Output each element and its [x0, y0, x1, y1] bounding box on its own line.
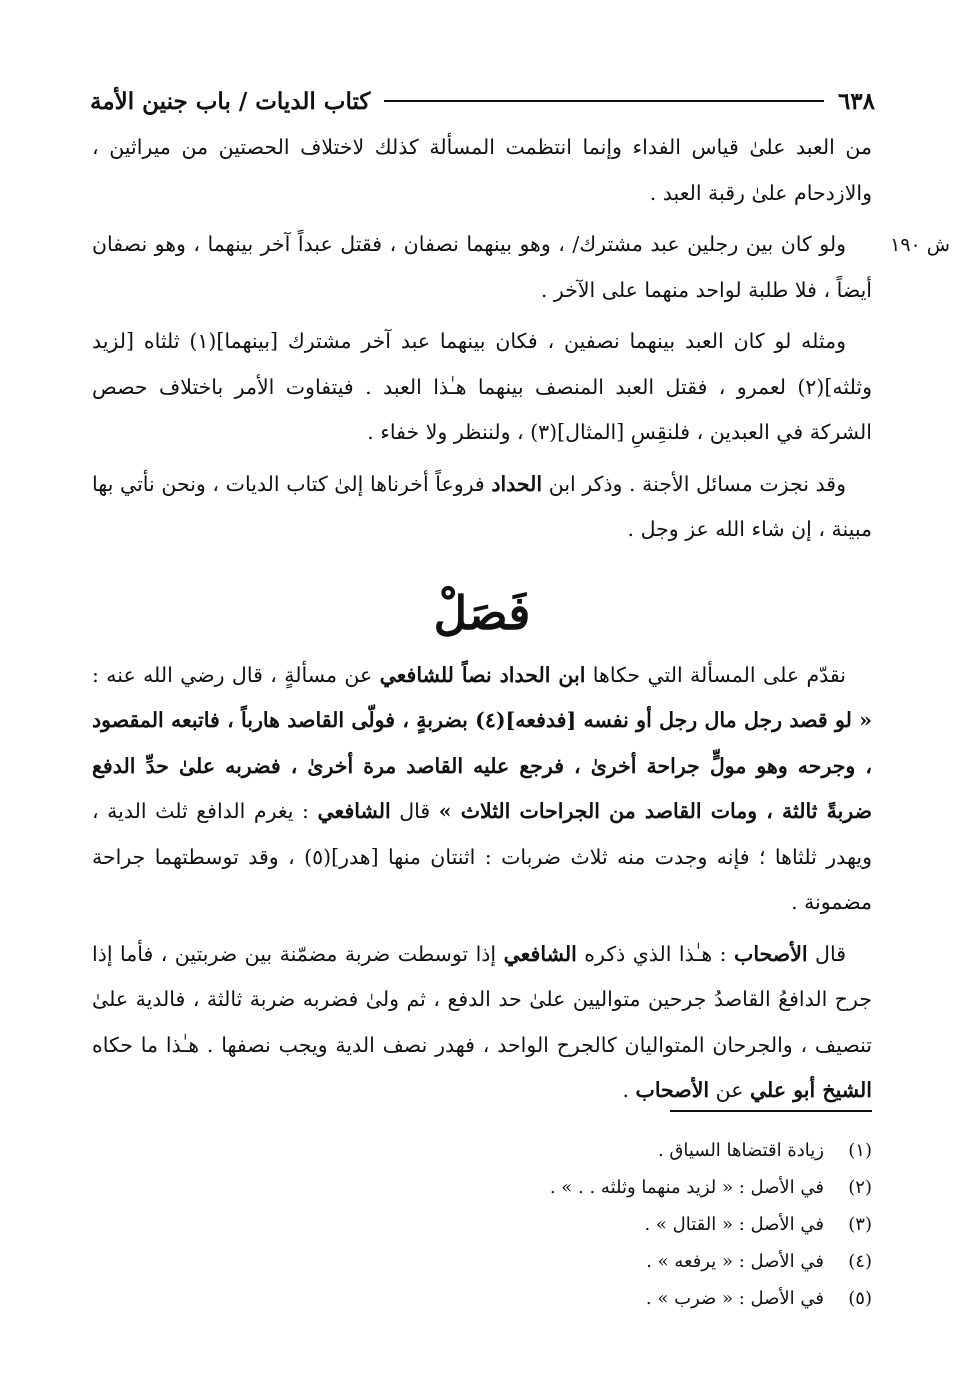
footnote-item	[360, 1243, 872, 1280]
footnote-number: (٥)	[848, 1288, 872, 1309]
footnote-text: في الأصل : « القتال » .	[644, 1214, 824, 1235]
footnote-item	[360, 1132, 872, 1169]
footnote-text: في الأصل : « ضرب » .	[645, 1288, 824, 1309]
paragraph-2: ولو كان بين رجلين عبد مشترك/ ، وهو بينهما نصفان ، فقتل عبداً آخر بينهما ، وهو نصفان أيضاً ، فلا طلبة لواحد منهما على الآخر .	[92, 232, 872, 302]
footnote-number: (٢)	[848, 1177, 872, 1198]
bold-name: الشافعي	[317, 799, 391, 823]
bold-name: الشيخ أبو علي	[749, 1078, 872, 1102]
text-run: عن	[709, 1078, 750, 1102]
bold-name: الأصحاب	[734, 941, 808, 966]
text-run: نقدّم على المسألة التي حكاها	[585, 662, 846, 687]
text-run: عن مسألةٍ ، قال رضي الله عنه :	[92, 662, 380, 687]
text-run: : يغرم الدافع ثلث الدية ، ويهدر ثلثاها ؛ فإنه وجدت منه ثلاث ضربات : اثنتان منها [هدر](٥) ، وقد توسطتهما جراحة مضمونة .	[92, 799, 872, 914]
running-title: كتاب الديات / باب جنين الأمة	[90, 87, 371, 115]
text-run: .	[622, 1078, 636, 1102]
bold-quotation: « لو قصد رجل مال رجل أو نفسه [فدفعه](٤) بضربةٍ ، فولّى القاصد هارباً ، فاتبعه المقصود ، وجرحه وهو مولٍّ جراحة أخرىٰ ، فرجع عليه القاصد مرة أخرىٰ ، فضربه علىٰ حدِّ الدفع ضربةً ثالثة ، ومات القاصد من الجراحات الثلاث »	[92, 708, 872, 823]
bold-name: الشافعي	[503, 941, 577, 966]
bold-name: الحداد	[491, 471, 543, 496]
margin-folio-note: ش ١٩٠	[890, 234, 950, 256]
text-run: قال	[807, 941, 846, 966]
bold-name: ابن الحداد نصاً للشافعي	[379, 662, 586, 687]
footnote-item	[360, 1169, 872, 1206]
footnote-number: (٤)	[848, 1251, 872, 1272]
paragraph-4	[92, 462, 872, 553]
footnote-rule	[670, 1110, 872, 1112]
page-number: ٦٣٨	[837, 87, 875, 115]
text-run: إذا توسطت ضربة مضمّنة بين ضربتين ، فأما إذا جرح الدافعُ القاصدُ جرحين متواليين علىٰ حد الدفع ، ثم ولىٰ فضربه ضربة ثالثة ، فالدية علىٰ تنصيف ، والجرحان المتواليان كالجرح الواحد ، فهدر نصف الدية ويجب نصفها . هـٰذا ما حكاه	[92, 941, 872, 1057]
section-heading: فَصَلْ	[433, 585, 531, 640]
paragraph-6	[92, 932, 872, 1114]
text-run: : هـٰذا الذي ذكره	[576, 941, 735, 966]
footnote-item	[360, 1206, 872, 1243]
footnote-number: (٣)	[848, 1214, 872, 1235]
text-run: وقد نجزت مسائل الأجنة . وذكر ابن	[542, 471, 846, 496]
bold-name: الأصحاب	[635, 1078, 710, 1102]
paragraph-5	[92, 653, 872, 926]
text-run: فروعاً أخرناها إلىٰ كتاب الديات ، ونحن نأتي بها مبينة ، إن شاء الله عز وجل .	[92, 471, 872, 541]
footnote-text: زيادة اقتضاها السياق .	[657, 1140, 824, 1161]
running-header	[90, 80, 875, 122]
footnotes	[360, 1132, 872, 1317]
main-text	[92, 125, 872, 1114]
paragraph-3: ومثله لو كان العبد بينهما نصفين ، فكان بينهما عبد آخر مشترك [بينهما](١) ثلثاه [لزيد وثلثه](٢) لعمرو ، فقتل العبد المنصف بينهما هـٰذا العبد . فيتفاوت الأمر باختلاف حصص الشركة في العبدين ، فلنقِسِ [المثال](٣) ، ولننظر ولا خفاء .	[92, 329, 872, 444]
text-run: قال	[390, 799, 439, 823]
footnote-item	[360, 1280, 872, 1317]
header-rule	[384, 100, 824, 102]
footnote-text: في الأصل : « لزيد منهما وثلثه . . » .	[549, 1177, 824, 1198]
footnote-text: في الأصل : « يرفعه » .	[646, 1251, 824, 1272]
footnote-number: (١)	[848, 1140, 872, 1161]
paragraph-1: من العبد علىٰ قياس الفداء وإنما انتظمت المسألة كذلك لاختلاف الحصتين من ميراثين ، والازدحام علىٰ رقبة العبد .	[92, 135, 872, 205]
